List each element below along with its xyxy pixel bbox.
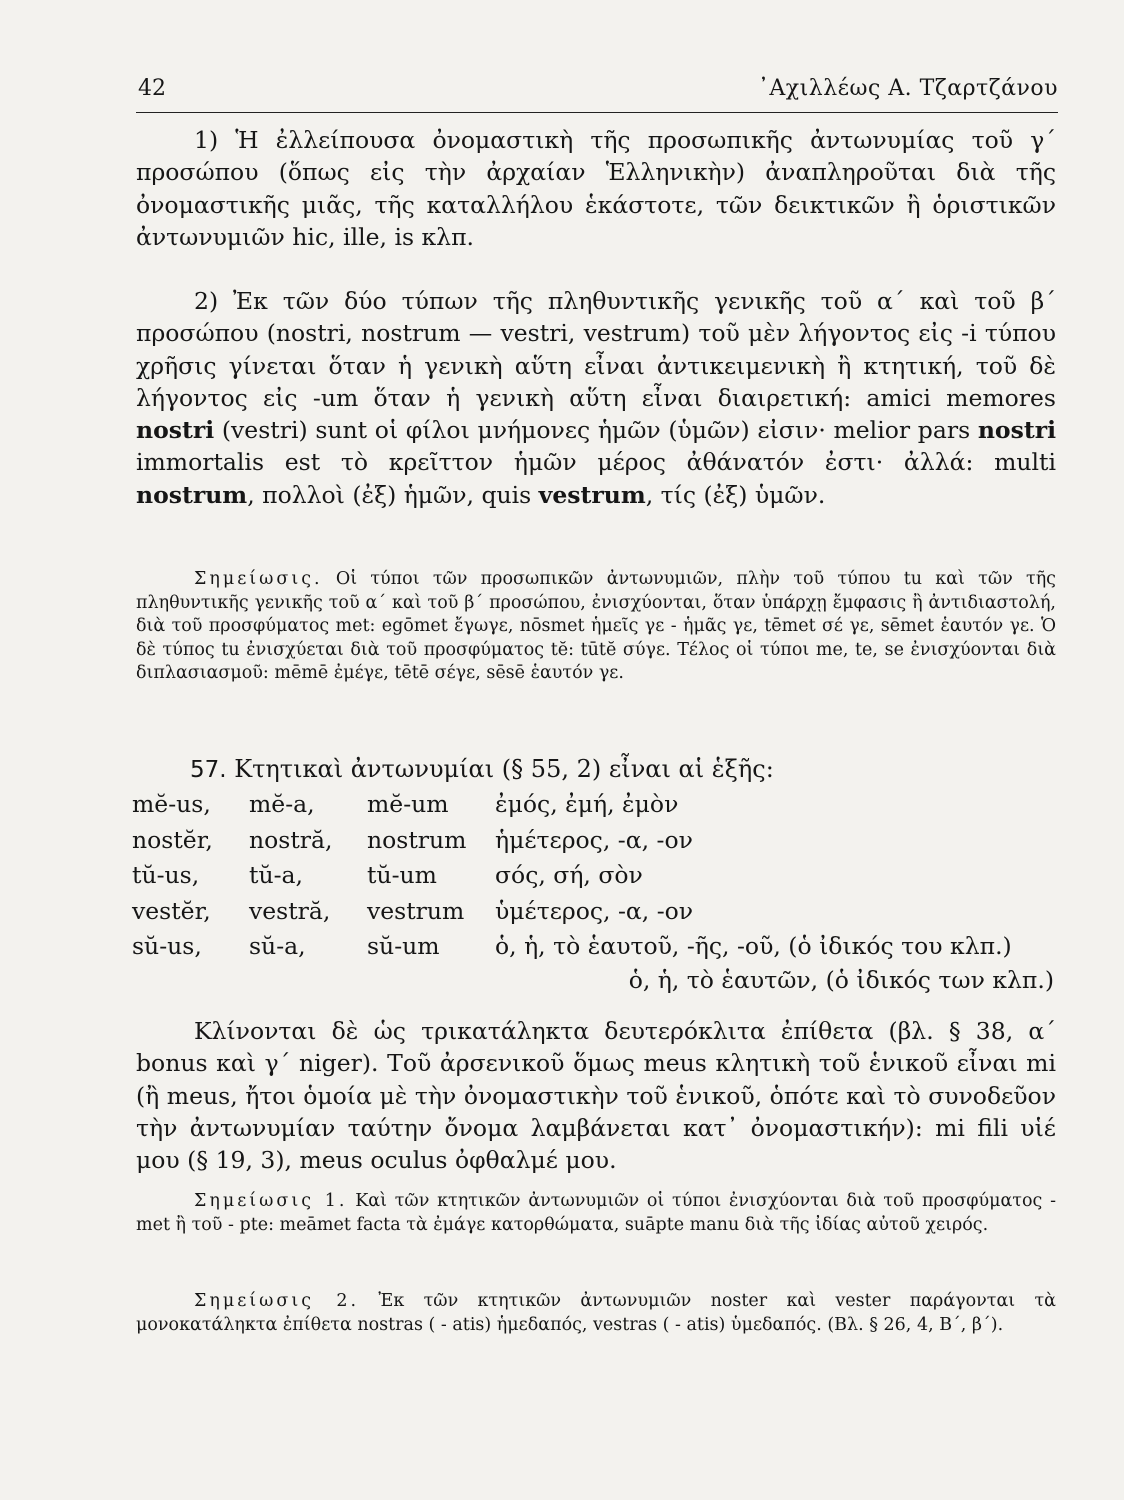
table-row (132, 790, 1012, 826)
table-cell: ἡμέτερος, -α, -ον (495, 825, 693, 854)
table-cell: ὁ, ἡ, τὸ ἑαυτοῦ, -ῆς, -οῦ, (ὁ ἰδικός του κλπ.) (495, 932, 1012, 960)
remark-2-paragraph (136, 1290, 1056, 1337)
table-row (132, 932, 1012, 968)
table-row (132, 861, 1012, 897)
page-header (136, 72, 1058, 113)
table-cell: nostră, (249, 825, 333, 854)
table-cell: tŭ-us, (132, 861, 200, 889)
possessive-pronoun-rows (132, 790, 1012, 968)
remark-paragraph (136, 568, 1056, 686)
table-extra-line: ὁ, ἡ, τὸ ἑαυτῶν, (ὁ ἰδικός των κλπ.) (628, 966, 1054, 994)
table-cell: nostrum (367, 825, 467, 854)
bold-term: nostrum (136, 480, 248, 509)
section-57-body (136, 1015, 1056, 1176)
bold-term: vestrum (538, 480, 646, 509)
footnote-2-text-c: immortalis est τὸ κρεῖττον ἡμῶν μέρος ἀθάνατόν ἐστι· ἀλλά: multi (136, 448, 1056, 477)
table-cell: nostĕr, (132, 825, 213, 854)
table-cell: vestrum (367, 896, 465, 925)
section-number: 57. (190, 757, 227, 783)
footnote-2-text-b: (vestri) sunt οἱ φίλοι μνήμονες ἡμῶν (ὑμῶν) εἰσιν· melior pars (214, 416, 978, 445)
section-title: Κτητικαὶ ἀντωνυμίαι (§ 55, 2) εἶναι αἱ ἑξῆς: (226, 755, 774, 783)
page-number: 42 (138, 76, 166, 101)
table-cell: tŭ-um (367, 861, 437, 889)
bold-term: nostri (136, 416, 215, 445)
table-cell: σός, σή, σὸν (495, 861, 643, 889)
remark-1-text: Καὶ τῶν κτητικῶν ἀντωνυμιῶν οἱ τύποι ἐνισχύονται διὰ τοῦ προσφύματος - met ἢ τοῦ - pte: meāmet facta τὰ ἐμάγε κατορθώματα, suāpte manu διὰ τῆς ἰδίας αὐτοῦ χειρός. (136, 1191, 1056, 1235)
bold-term: nostri (977, 416, 1056, 445)
table-row (132, 897, 1012, 933)
remark-1-paragraph (136, 1190, 1056, 1237)
table-cell: mĕ-us, (132, 790, 211, 818)
table-cell: sŭ-a, (249, 932, 306, 960)
footnote-2-text-e: , τίς (ἐξ) ὑμῶν. (645, 480, 826, 509)
table-cell: vestră, (249, 896, 331, 925)
remark-2-text: Ἐκ τῶν κτητικῶν ἀντωνυμιῶν noster καὶ vester παράγονται τὰ μονοκατάληκτα ἐπίθετα nostras ( - atis) ἡμεδαπός, vestras ( - atis) ὑμεδαπός. (Βλ. § 26, 4, Β΄, β΄). (136, 1291, 1056, 1335)
table-row (132, 826, 1012, 862)
table-cell: vestĕr, (132, 896, 211, 925)
footnote-1-text: 1) Ἡ ἐλλείπουσα ὀνομαστικὴ τῆς προσωπικῆς ἀντωνυμίας τοῦ γ΄ προσώπου (ὅπως εἰς τὴν ἀρχαίαν Ἑλληνικὴν) ἀναπληροῦται διὰ τῆς ὀνομαστικῆς μιᾶς, τῆς καταλλήλου ἑκάστοτε, τῶν δεικτικῶν ἢ ὁριστικῶν ἀντωνυμιῶν hic, ille, is κλπ. (136, 126, 1056, 251)
section-57-heading (190, 755, 774, 783)
table-cell: ἐμός, ἐμή, ἐμὸν (495, 790, 679, 818)
remark-label: Σημείωσις. (194, 569, 323, 589)
possessive-pronoun-table (132, 790, 1012, 968)
footnote-2-text-d: , πολλοὶ (ἐξ) ἡμῶν, quis (247, 480, 539, 509)
table-cell: sŭ-us, (132, 932, 202, 960)
table-cell: tŭ-a, (249, 861, 303, 889)
table-cell: ὑμέτερος, -α, -ον (495, 896, 694, 925)
table-cell: mĕ-um (367, 790, 449, 818)
remark-text: Οἱ τύποι τῶν προσωπικῶν ἀντωνυμιῶν, πλὴν τοῦ τύπου tu καὶ τῶν τῆς πληθυντικῆς γενικῆς τοῦ α΄ καὶ τοῦ β΄ προσώπου, ἐνισχύονται, ὅταν ὑπάρχῃ ἔμφασις ἢ ἀντιδιαστολή, διὰ τοῦ προσφύματος met: egōmet ἔγωγε, nōsmet ἡμεῖς γε - ἡμᾶς γε, tēmet σέ γε, sēmet ἑαυτόν γε. Ὁ δὲ τύπος tu ἐνισχύεται διὰ τοῦ προσφύματος tĕ: tūtĕ σύγε. Τέλος οἱ τύποι me, te, se ἐνισχύονται διὰ διπλασιασμοῦ: mēmē ἐμέγε, tētē σέγε, sēsē ἑαυτόν γε. (136, 569, 1056, 683)
footnote-2-text-a: 2) Ἐκ τῶν δύο τύπων τῆς πληθυντικῆς γενικῆς τοῦ α΄ καὶ τοῦ β΄ προσώπου (nostri, nostrum — vestri, vestrum) τοῦ μὲν λήγοντος εἰς -i τύπου χρῆσις γίνεται ὅταν ἡ γενικὴ αὕτη εἶναι ἀντικειμενικὴ ἢ κτητική, τοῦ δὲ λήγοντος εἰς -um ὅταν ἡ γενικὴ αὕτη εἶναι διαιρετική: amici memores (136, 287, 1056, 412)
footnote-1 (136, 124, 1056, 253)
remark-2-label: Σημείωσις 2. (194, 1291, 360, 1311)
table-cell: mĕ-a, (249, 790, 315, 818)
remark-1-label: Σημείωσις 1. (194, 1191, 348, 1211)
running-title: ᾽Αχιλλέως Α. Τζαρτζάνου (757, 76, 1058, 101)
section-57-body-text: Κλίνονται δὲ ὡς τρικατάληκτα δευτερόκλιτα ἐπίθετα (βλ. § 38, α΄ bonus καὶ γ΄ niger). Τοῦ ἀρσενικοῦ ὅμως meus κλητικὴ τοῦ ἑνικοῦ εἶναι mi (ἢ meus, ἤτοι ὁμοία μὲ τὴν ὀνομαστικὴν τοῦ ἑνικοῦ, ὁπότε καὶ τὸ συνοδεῦον τὴν ἀντωνυμίαν ταύτην ὄνομα λαμβάνεται κατ᾽ ὀνομαστικήν): mi fili υἱέ μου (§ 19, 3), meus oculus ὀφθαλμέ μου. (136, 1017, 1056, 1175)
table-cell: sŭ-um (367, 932, 440, 960)
footnote-2 (136, 285, 1056, 511)
